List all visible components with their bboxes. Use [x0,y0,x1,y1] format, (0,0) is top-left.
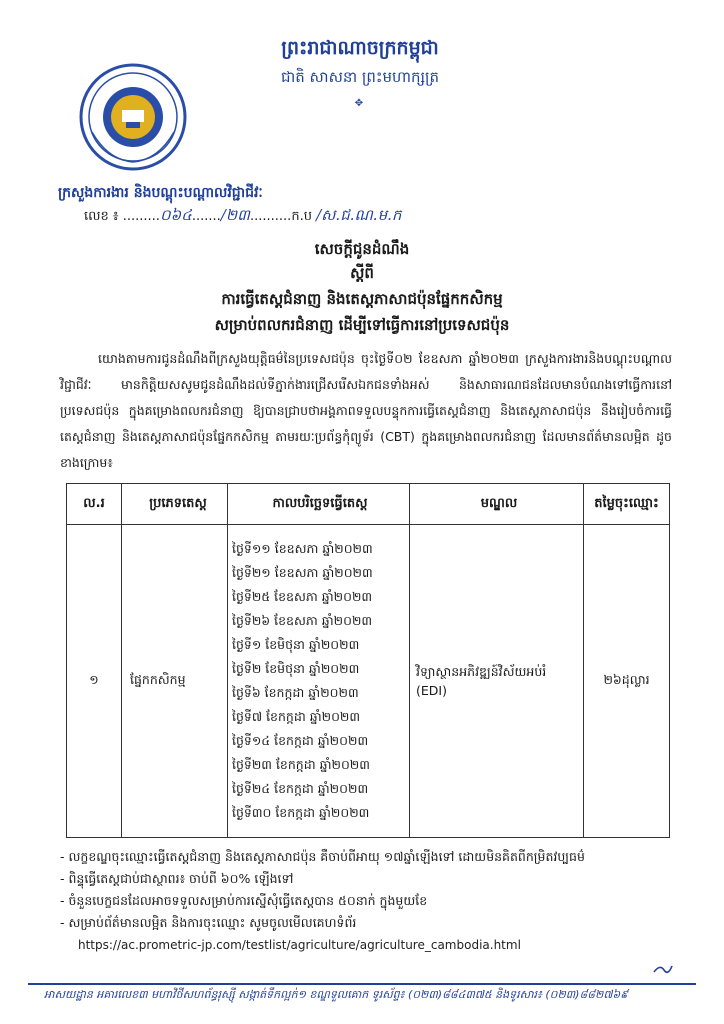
test-dates-cell [228,525,410,838]
note-bullet: - [60,849,65,864]
ref-suffix-label: ក.ប [291,209,312,224]
col-header-type: ប្រភេទតេស្ត [122,484,228,525]
note-item [60,890,700,912]
test-center-name: វិទ្យាស្ថានអភិវឌ្ឍន៍វិស័យអប់រំ [416,664,547,679]
test-date: ថ្ងៃទី៧ ខែកក្កដា ឆ្នាំ២០២៣ [232,709,361,724]
notes-list [60,846,700,956]
note-item [60,868,700,890]
test-date: ថ្ងៃទី២៤ ខែកក្កដា ឆ្នាំ២០២៣ [232,781,369,796]
test-type: ផ្នែកកសិកម្ម [122,525,228,838]
registration-url-link[interactable]: https://ac.prometric-jp.com/testlist/agriculture/agriculture_cambodia.html [78,938,521,952]
subject-label: ស្តីពី [350,264,374,282]
test-dates-list [232,533,408,829]
test-schedule-table [66,483,670,838]
reference-number: លេខ ៖ .........០៦៤......./២៣..........ក.ប /ស.ជ.ណ.ម.ក [84,206,402,224]
table-row [67,525,670,838]
note-text: សម្រាប់ព័ត៌មានលម្អិត និងការចុះឈ្មោះ សូមចូលមើលគេហទំព័រ [68,915,357,930]
national-motto: ជាតិ សាសនា ព្រះមហាក្សត្រ [280,68,440,86]
note-text: ពិន្ទុធ្វើតេស្តជាប់ជាស្ថាពរ៖ ចាប់ពី ៦០% ឡើងទៅ [68,871,294,886]
handwritten-mark-icon [652,962,674,980]
note-text: លក្ខខណ្ឌចុះឈ្មោះធ្វើតេស្តជំនាញ និងតេស្តភាសាជប៉ុន គឺចាប់ពីអាយុ ១៧ឆ្នាំឡើងទៅ ដោយមិនគិតពីកម្រិតវប្បធម៌ [68,849,585,864]
col-header-center: មណ្ឌល [410,484,584,525]
test-date: ថ្ងៃទី៣០ ខែកក្កដា ឆ្នាំ២០២៣ [232,805,370,820]
test-center-code: (EDI) [416,683,447,698]
test-date: ថ្ងៃទី១៤ ខែកក្កដា ឆ្នាំ២០២៣ [232,733,369,748]
footer-address: អាសយដ្ឋាន អគារលេខ៣ មហាវិថីសហព័ន្ធរុស្ស៊ី សង្កាត់ទឹកល្អក់១ ខណ្ឌទួលគោក ទូរស័ព្ទ៖ (០២៣)៨៨៤៣៧៥ និងទូរសារ៖ (០២៣)៨៨២៧៦៩ [44,988,628,1001]
ministry-seal-icon [78,62,188,172]
test-center [410,525,584,838]
table-header-row [67,484,670,525]
test-date: ថ្ងៃទី២១ ខែឧសភា ឆ្នាំ២០២៣ [232,565,373,580]
registration-fee: ២៦ដុល្លារ [584,525,670,838]
note-item [60,912,700,934]
test-date: ថ្ងៃទី១ ខែមិថុនា ឆ្នាំ២០២៣ [232,637,360,652]
test-date: ថ្ងៃទី២៦ ខែឧសភា ឆ្នាំ២០២៣ [232,613,373,628]
test-date: ថ្ងៃទី២៥ ខែឧសភា ឆ្នាំ២០២៣ [232,589,373,604]
col-header-no: ល.រ [67,484,122,525]
notice-heading: សេចក្តីជូនដំណឹង [314,240,410,258]
note-bullet: - [60,871,65,886]
note-text: ចំនួនបេក្ខជនដែលអាចទទួលសម្រាប់ការស្នើសុំធ្វើតេស្តបាន ៥០នាក់ ក្នុងមួយខែ [68,893,428,908]
test-date: ថ្ងៃទី២ ខែមិថុនា ឆ្នាំ២០២៣ [232,661,360,676]
ref-label: លេខ [84,209,109,224]
document-title-line2: សម្រាប់ពលករជំនាញ ដើម្បីទៅធ្វើការនៅប្រទេសជប៉ុន [214,316,510,334]
row-number: ១ [67,525,122,838]
test-date: ថ្ងៃទី២៣ ខែកក្កដា ឆ្នាំ២០២៣ [232,757,370,772]
col-header-dates: កាលបរិច្ឆេទធ្វើតេស្ត [228,484,410,525]
ref-suffix: /ស.ជ.ណ.ម.ក [316,206,402,224]
test-date: ថ្ងៃទី៦ ខែកក្កដា ឆ្នាំ២០២៣ [232,685,359,700]
ref-year: /២៣ [220,206,250,224]
body-paragraph: យោងតាមការជូនដំណឹងពីក្រសួងយុត្តិធម៌នៃប្រទេសជប៉ុន ចុះថ្ងៃទី០២ ខែឧសភា ឆ្នាំ២០២៣ ក្រសួងការងារនិងបណ្តុះបណ្តាលវិជ្ជាជីវៈ មានកិត្តិយសសូមជូនដំណឹងដល់ទីភ្នាក់ងារជ្រើសរើសឯកជនទាំងអស់ និងសាធារណជនដែលមានបំណងទៅធ្វើការនៅប្រទេសជប៉ុន ក្នុងគម្រោងពលករជំនាញ ឱ្យបានជ្រាបថាអង្គភាពទទួលបន្ទុកការធ្វើតេស្តជំនាញ និងតេស្តភាសាជប៉ុន នឹងរៀបចំការធ្វើតេស្តជំនាញ និងតេស្តភាសាជប៉ុនផ្នែកកសិកម្ម តាមរយៈប្រព័ន្ធកុំព្យូទ័រ (CBT) ក្នុងគម្រោងពលករជំនាញ ដែលមានព័ត៌មានលម្អិត ដូចខាងក្រោម៖ [60,351,672,470]
kingdom-heading: ព្រះរាជាណាចក្រកម្ពុជា [281,37,439,59]
test-date: ថ្ងៃទី១១ ខែឧសភា ឆ្នាំ២០២៣ [232,541,373,556]
document-title-line1: ការធ្វើតេស្តជំនាញ និងតេស្តភាសាជប៉ុនផ្នែកកសិកម្ម [221,290,503,308]
col-header-fee: តម្លៃចុះឈ្មោះ [584,484,670,525]
ref-number: ០៦៤ [159,206,192,224]
footer-divider [28,983,696,985]
note-item [60,846,700,868]
motto-ornament: ✥ [354,98,366,109]
ministry-name: ក្រសួងការងារ និងបណ្តុះបណ្តាលវិជ្ជាជីវៈ [58,185,263,201]
note-bullet: - [60,915,65,930]
note-bullet: - [60,893,65,908]
